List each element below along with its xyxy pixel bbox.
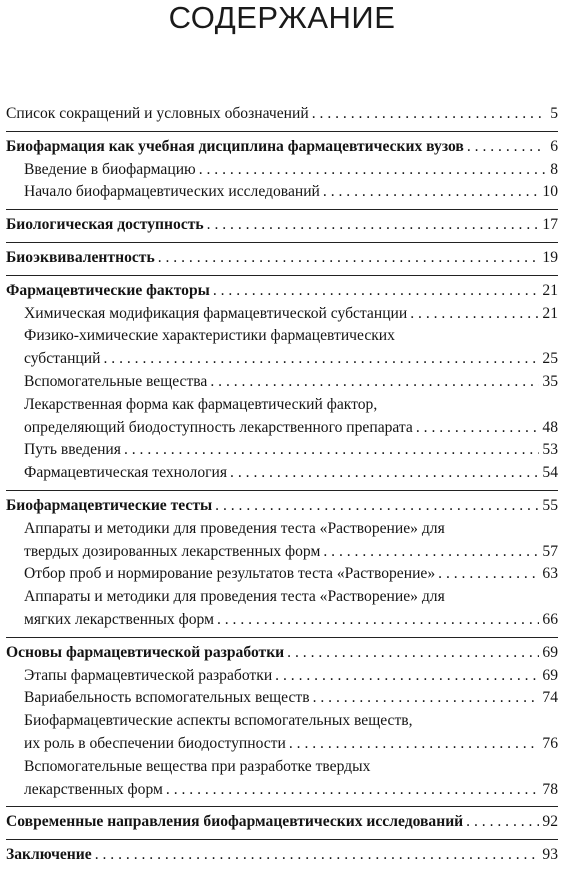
dot-leader	[323, 541, 539, 564]
toc-page-number: 57	[542, 542, 558, 560]
dot-leader	[207, 214, 540, 237]
toc-entry-bioavailability[interactable]	[6, 214, 558, 237]
toc-group-abbreviations	[6, 103, 558, 132]
toc-group-biopharm-tests	[6, 495, 558, 638]
dot-leader	[166, 779, 540, 802]
toc-entry-label: Биофармация как учебная дисциплина фармацевтических вузов	[6, 137, 464, 155]
toc-entry-bioequivalence[interactable]	[6, 247, 558, 270]
dot-leader	[124, 439, 539, 462]
dot-leader	[287, 642, 539, 665]
toc-entry-excipients[interactable]	[6, 371, 558, 394]
dot-leader	[438, 563, 539, 586]
toc-entry-sampling[interactable]	[6, 563, 558, 586]
toc-page-number: 54	[542, 464, 558, 482]
toc-entry-label: Биологическая доступность	[6, 216, 204, 234]
dot-leader	[416, 417, 540, 440]
toc-group-pharmaceutical-factors	[6, 280, 558, 491]
toc-entry-development-stages[interactable]	[6, 665, 558, 688]
toc-page-number: 21	[542, 304, 558, 322]
toc-group-modern-directions	[6, 811, 558, 840]
toc-page-number: 92	[542, 813, 558, 831]
dot-leader	[410, 303, 539, 326]
toc-entry-label: Биоэквивалентность	[6, 248, 155, 266]
dot-leader	[103, 348, 539, 371]
toc-page-number: 6	[550, 137, 558, 155]
toc-page-number: 93	[542, 846, 558, 864]
toc-entry-biopharmacy-discipline[interactable]	[6, 136, 558, 159]
dot-leader	[215, 495, 539, 518]
toc-page-number: 76	[542, 734, 558, 752]
toc-entry-modern-directions[interactable]	[6, 811, 558, 834]
toc-entry-label: Вспомогательные вещества	[24, 372, 208, 390]
toc-entry-dosage-form-line1[interactable]: Лекарственная форма как фармацевтический фактор,	[24, 395, 378, 413]
toc-entry-label: определяющий биодоступность лекарственного препарата	[24, 418, 413, 436]
toc-page-number: 69	[542, 666, 558, 684]
dot-leader	[95, 844, 540, 867]
toc-page-number: 78	[542, 780, 558, 798]
toc-entry-label: субстанций	[24, 350, 101, 368]
toc-entry-label: Основы фармацевтической разработки	[6, 643, 285, 661]
toc-entry-label: Химическая модификация фармацевтической субстанции	[24, 304, 408, 322]
toc-group-bioavailability	[6, 214, 558, 243]
toc-entry-dosage-form[interactable]	[6, 417, 558, 440]
dot-leader	[213, 280, 540, 303]
toc-entry-label: лекарственных форм	[24, 780, 163, 798]
toc-page-number: 53	[542, 441, 558, 459]
dot-leader	[312, 103, 545, 126]
toc-entry-label: Современные направления биофармацевтических исследований	[6, 813, 464, 831]
dot-leader	[158, 247, 540, 270]
dot-leader	[313, 687, 540, 710]
toc-page-number: 35	[542, 372, 558, 390]
toc-page-number: 10	[542, 183, 558, 201]
toc-entry-biopharm-tests[interactable]	[6, 495, 558, 518]
toc-group-development	[6, 642, 558, 808]
toc-page-number: 5	[550, 105, 558, 122]
toc-entry-excipients-solid-line1[interactable]: Вспомогательные вещества при разработке твердых	[24, 757, 371, 775]
toc-entry-label: Начало биофармацевтических исследований	[24, 183, 320, 201]
toc-entry-label: их роль в обеспечении биодоступности	[24, 734, 286, 752]
toc-entry-physchem-line1[interactable]: Физико-химические характеристики фармацевтических	[24, 327, 395, 345]
toc-page-number: 25	[542, 350, 558, 368]
toc-entry-label: Отбор проб и нормирование результатов теста «Растворение»	[24, 565, 436, 583]
toc-page-number: 48	[542, 418, 558, 436]
toc-entry-technology[interactable]	[6, 462, 558, 485]
dot-leader	[199, 159, 545, 182]
toc-group-conclusion	[6, 844, 558, 872]
toc-entry-chemical-modification[interactable]	[6, 303, 558, 326]
toc-entry-conclusion[interactable]	[6, 844, 558, 867]
dot-leader	[467, 136, 545, 159]
toc-entry-label: Вариабельность вспомогательных веществ	[24, 689, 310, 707]
toc-entry-solid-dissolution[interactable]	[6, 541, 558, 564]
toc-page-number: 74	[542, 689, 558, 707]
toc-entry-introduction[interactable]	[6, 159, 558, 182]
toc-page-number: 19	[542, 248, 558, 266]
toc-group-biopharmacy-discipline	[6, 136, 558, 210]
toc-entry-route[interactable]	[6, 439, 558, 462]
dot-leader	[210, 371, 539, 394]
toc-entry-development[interactable]	[6, 642, 558, 665]
toc-group-bioequivalence	[6, 247, 558, 276]
toc-entry-abbreviations[interactable]	[6, 103, 558, 126]
dot-leader	[275, 665, 539, 688]
toc-page-number: 21	[542, 281, 558, 299]
toc-entry-label: Этапы фармацевтической разработки	[24, 666, 273, 684]
dot-leader	[323, 181, 540, 204]
toc-entry-physchem[interactable]	[6, 348, 558, 371]
toc-page-number: 66	[542, 610, 558, 628]
toc-entry-excipient-variability[interactable]	[6, 687, 558, 710]
toc-entry-label: Фармацевтические факторы	[6, 281, 210, 299]
toc-entry-excipient-aspects-line1[interactable]: Биофармацевтические аспекты вспомогательных веществ,	[24, 712, 413, 730]
toc-entry-label: Фармацевтическая технология	[24, 464, 228, 482]
toc-entry-label: Биофармацевтические тесты	[6, 496, 213, 514]
toc-entry-label: Путь введения	[24, 441, 121, 459]
toc-page-number: 63	[542, 565, 558, 583]
table-of-contents	[6, 103, 558, 876]
toc-entry-pharmaceutical-factors[interactable]	[6, 280, 558, 303]
dot-leader	[289, 733, 540, 756]
toc-entry-label: Введение в биофармацию	[24, 160, 196, 178]
toc-entry-soft-dissolution-line1[interactable]: Аппараты и методики для проведения теста «Растворение» для	[24, 588, 445, 606]
page-title: СОДЕРЖАНИЕ	[168, 0, 396, 35]
toc-page-number: 8	[550, 160, 558, 178]
toc-entry-label: мягких лекарственных форм	[24, 610, 214, 628]
dot-leader	[230, 462, 539, 485]
dot-leader	[217, 609, 539, 632]
toc-entry-soft-dissolution[interactable]	[6, 609, 558, 632]
toc-entry-solid-dissolution-line1[interactable]: Аппараты и методики для проведения теста «Растворение» для	[24, 519, 445, 537]
toc-page-number: 17	[542, 216, 558, 234]
toc-page-number: 69	[542, 643, 558, 661]
toc-entry-label: твердых дозированных лекарственных форм	[24, 542, 321, 560]
toc-entry-excipient-aspects[interactable]	[6, 733, 558, 756]
toc-entry-excipients-solid[interactable]	[6, 779, 558, 802]
toc-entry-label: Заключение	[6, 846, 92, 864]
toc-entry-research-beginning[interactable]	[6, 181, 558, 204]
dot-leader	[466, 811, 539, 834]
toc-page-number: 55	[542, 496, 558, 514]
toc-entry-label: Список сокращений и условных обозначений	[6, 105, 309, 122]
